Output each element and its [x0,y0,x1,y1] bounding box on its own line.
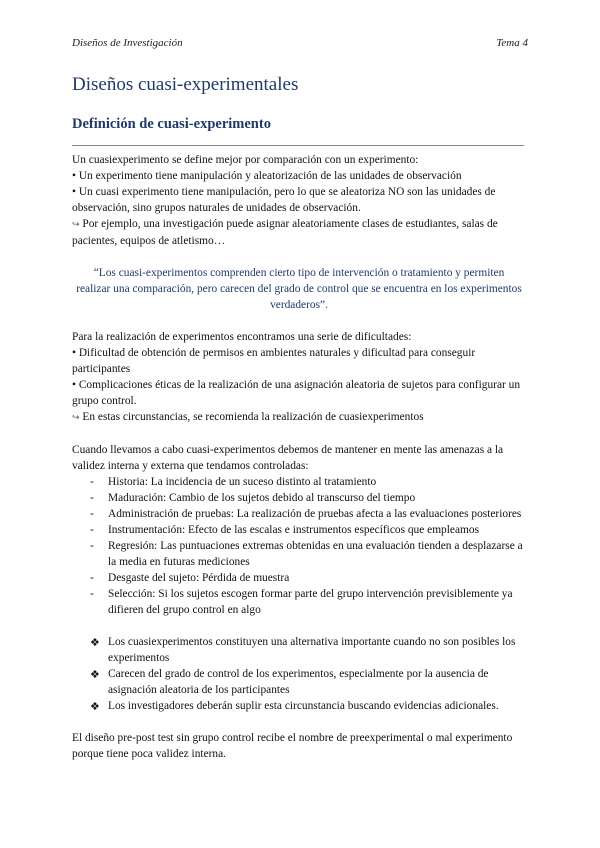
threats-list [72,474,526,618]
page-title: Diseños cuasi-experimentales [72,74,299,95]
list-item: - Regresión: Las puntuaciones extremas obtenidas en una evaluación tienden a desplazarse a la media en futuras mediciones [90,540,523,568]
list-item: - Selección: Si los sujetos escogen formar parte del grupo intervención previsiblemente ya difieren del grupo control en algo [90,588,513,616]
remarks-list [72,634,526,714]
example-text: Por ejemplo, una investigación puede asignar aleatoriamente clases de estudiantes, salas de pacientes, equipos de atletismo… [72,218,498,247]
dash-marker: - [90,476,94,488]
page-header [72,37,528,49]
definition-bullet: • Un experimento tiene manipulación y aleatorización de las unidades de observación [72,170,462,182]
diamond-bullet-icon: ❖ [90,636,100,649]
diamond-bullet-icon: ❖ [90,668,100,681]
closing-paragraph: El diseño pre-post test sin grupo control recibe el nombre de preexperimental o mal experimento porque tiene poca validez interna. [72,732,513,760]
list-item: - Desgaste del sujeto: Pérdida de muestra [90,572,290,584]
difficulties-note [72,409,526,426]
threats-intro: Cuando llevamos a cabo cuasi-experimentos debemos de mantener en mente las amenazas a la validez interna y externa que tendamos controladas: [72,444,504,472]
list-item: - Historia: La incidencia de un suceso distinto al tratamiento [90,476,377,488]
arrow-icon: ↪ [72,220,80,230]
dash-marker: - [90,492,94,504]
dash-marker: - [90,572,94,584]
dash-marker: - [90,540,94,552]
list-item: - Instrumentación: Efecto de las escalas e instrumentos específicos que empleamos [90,524,480,536]
body-text [72,152,526,762]
list-item: ❖ Los cuasiexperimentos constituyen una alternativa importante cuando no son posibles los experimentos [90,636,516,664]
definition-quote: “Los cuasi-experimentos comprenden cierto tipo de intervención o tratamiento y permiten realizar una comparación, pero carecen del grado de control que se encuentra en los experimentos verdaderos”. [76,267,522,311]
header-topic: Tema 4 [496,37,528,49]
heading-divider [72,145,524,146]
difficulties-intro: Para la realización de experimentos encontramos una serie de dificultades: [72,331,412,343]
list-item: - Maduración: Cambio de los sujetos debido al transcurso del tiempo [90,492,416,504]
dash-marker: - [90,588,94,600]
definition-intro: Un cuasiexperimento se define mejor por comparación con un experimento: [72,154,419,166]
dash-marker: - [90,508,94,520]
difficulties-bullet: • Dificultad de obtención de permisos en ambientes naturales y dificultad para conseguir participantes [72,347,476,375]
arrow-icon: ↪ [72,413,80,423]
list-item: - Administración de pruebas: La realización de pruebas afecta a las evaluaciones posteriores [90,508,522,520]
diamond-bullet-icon: ❖ [90,700,100,713]
section-heading: Definición de cuasi-experimento [72,116,271,132]
definition-bullet: • Un cuasi experimento tiene manipulación, pero lo que se aleatoriza NO son las unidades de observación, sino grupos naturales de unidades de observación. [72,186,496,214]
header-course-title: Diseños de Investigación [72,37,183,49]
list-item: ❖ Los investigadores deberán suplir esta circunstancia buscando evidencias adicionales. [90,700,499,713]
definition-example [72,216,526,249]
difficulties-bullet: • Complicaciones éticas de la realización de una asignación aleatoria de sujetos para configurar un grupo control. [72,379,521,407]
list-item: ❖ Carecen del grado de control de los experimentos, especialmente por la ausencia de asignación aleatoria de los participantes [90,668,489,696]
dash-marker: - [90,524,94,536]
note-text: En estas circunstancias, se recomienda la realización de cuasiexperimentos [79,411,424,423]
